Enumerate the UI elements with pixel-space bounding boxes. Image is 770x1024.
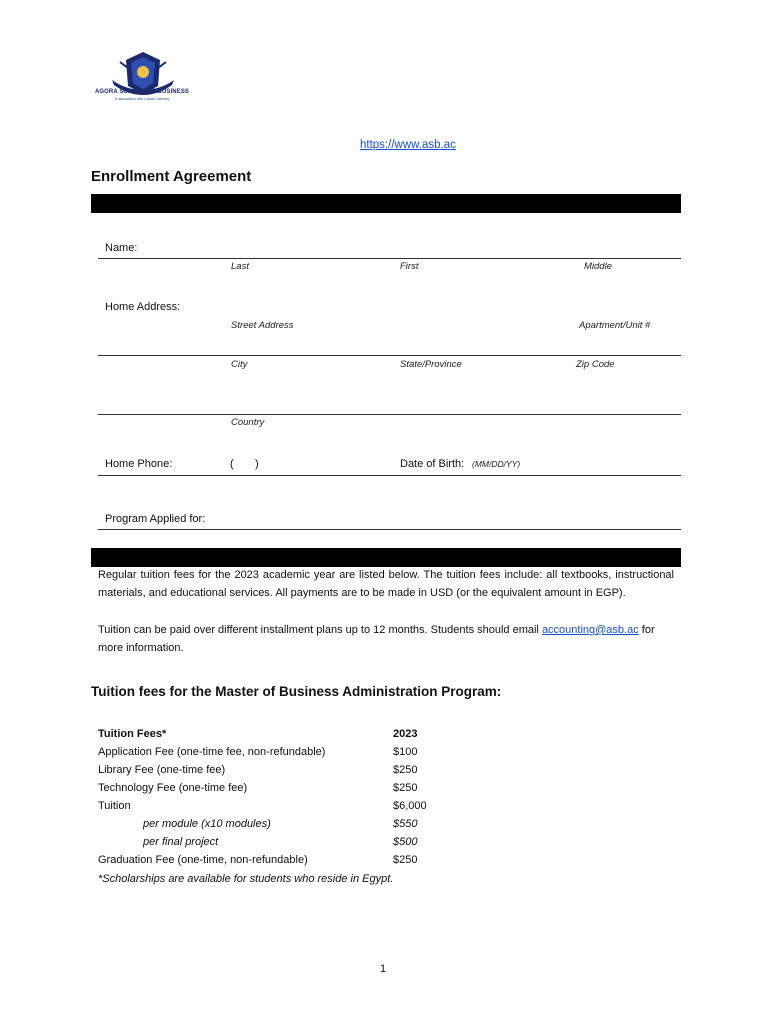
- fees-header-name: Tuition Fees*: [98, 728, 167, 740]
- fee-name: Technology Fee (one-time fee): [98, 782, 248, 794]
- installment-text-end: for more information.: [98, 624, 655, 654]
- program-label: Program Applied for:: [105, 513, 206, 525]
- fee-name: Graduation Fee (one-time, non-refundable): [98, 854, 308, 866]
- table-row: [98, 764, 438, 782]
- accounting-email-link[interactable]: accounting@asb.ac: [541, 624, 639, 636]
- table-row: [98, 818, 438, 836]
- table-row: [98, 746, 438, 764]
- installment-text: Tuition can be paid over different installment plans up to 12 months. Students should email: [98, 624, 542, 636]
- apt-caption: Apartment/Unit #: [579, 320, 651, 331]
- middle-name-caption: Middle: [584, 261, 612, 272]
- city-caption: City: [231, 359, 248, 370]
- scholarship-note: *Scholarships are available for students who reside in Egypt.: [98, 873, 394, 885]
- fee-name: Tuition: [98, 800, 131, 812]
- table-row: [98, 854, 438, 872]
- address-line-1[interactable]: [98, 355, 681, 356]
- page-title: Enrollment Agreement: [91, 168, 252, 185]
- fee-value: $250: [393, 854, 418, 866]
- fee-name: per final project: [143, 836, 219, 848]
- page-number: 1: [380, 963, 387, 975]
- dob-format: (MM/DD/YY): [472, 459, 521, 469]
- fee-name: Application Fee (one-time fee, non-refundable): [98, 746, 326, 758]
- street-caption: Street Address: [231, 320, 294, 331]
- fee-value: $250: [393, 764, 418, 776]
- fee-name: per module (x10 modules): [143, 818, 271, 830]
- logo-school-name: AGORA SCHOOL OF BUSINESS: [94, 89, 190, 95]
- fee-value: $250: [393, 782, 418, 794]
- fee-value: $500: [393, 836, 418, 848]
- fees-table-header: [98, 728, 438, 746]
- section-divider-bar-2: [91, 548, 681, 567]
- phone-label: Home Phone:: [105, 458, 173, 470]
- first-name-caption: First: [400, 261, 419, 272]
- fees-section-title: Tuition fees for the Master of Business Administration Program:: [91, 684, 502, 699]
- installment-paragraph: [98, 622, 674, 657]
- address-label: Home Address:: [105, 301, 181, 313]
- state-caption: State/Province: [400, 359, 462, 370]
- fees-intro-paragraph: Regular tuition fees for the 2023 academic year are listed below. The tuition fees include: all textbooks, instructional materials, and educational services. All payments are to be made in USD (or the equivalent amount in EGP).: [98, 569, 674, 599]
- website-link[interactable]: https://www.asb.ac: [360, 139, 456, 151]
- country-caption: Country: [231, 417, 265, 428]
- logo-tagline: in association with Lokahi Gateway: [114, 97, 170, 101]
- table-row: [98, 800, 438, 818]
- fee-value: $6,000: [393, 800, 427, 812]
- fee-name: Library Fee (one-time fee): [98, 764, 226, 776]
- name-label: Name:: [105, 242, 138, 254]
- fees-header-year: 2023: [393, 728, 418, 740]
- table-row: [98, 782, 438, 800]
- zip-caption: Zip Code: [576, 359, 615, 370]
- dob-label: Date of Birth:: [400, 458, 465, 470]
- phone-area-code: ( ): [230, 458, 259, 470]
- address-line-2[interactable]: [98, 414, 681, 415]
- section-divider-bar: [91, 194, 681, 213]
- fee-value: $550: [393, 818, 418, 830]
- phone-dob-line[interactable]: [98, 475, 681, 476]
- program-line[interactable]: [98, 529, 681, 530]
- fee-value: $100: [393, 746, 418, 758]
- name-line[interactable]: [98, 258, 681, 259]
- table-row: [98, 836, 438, 854]
- last-name-caption: Last: [231, 261, 249, 272]
